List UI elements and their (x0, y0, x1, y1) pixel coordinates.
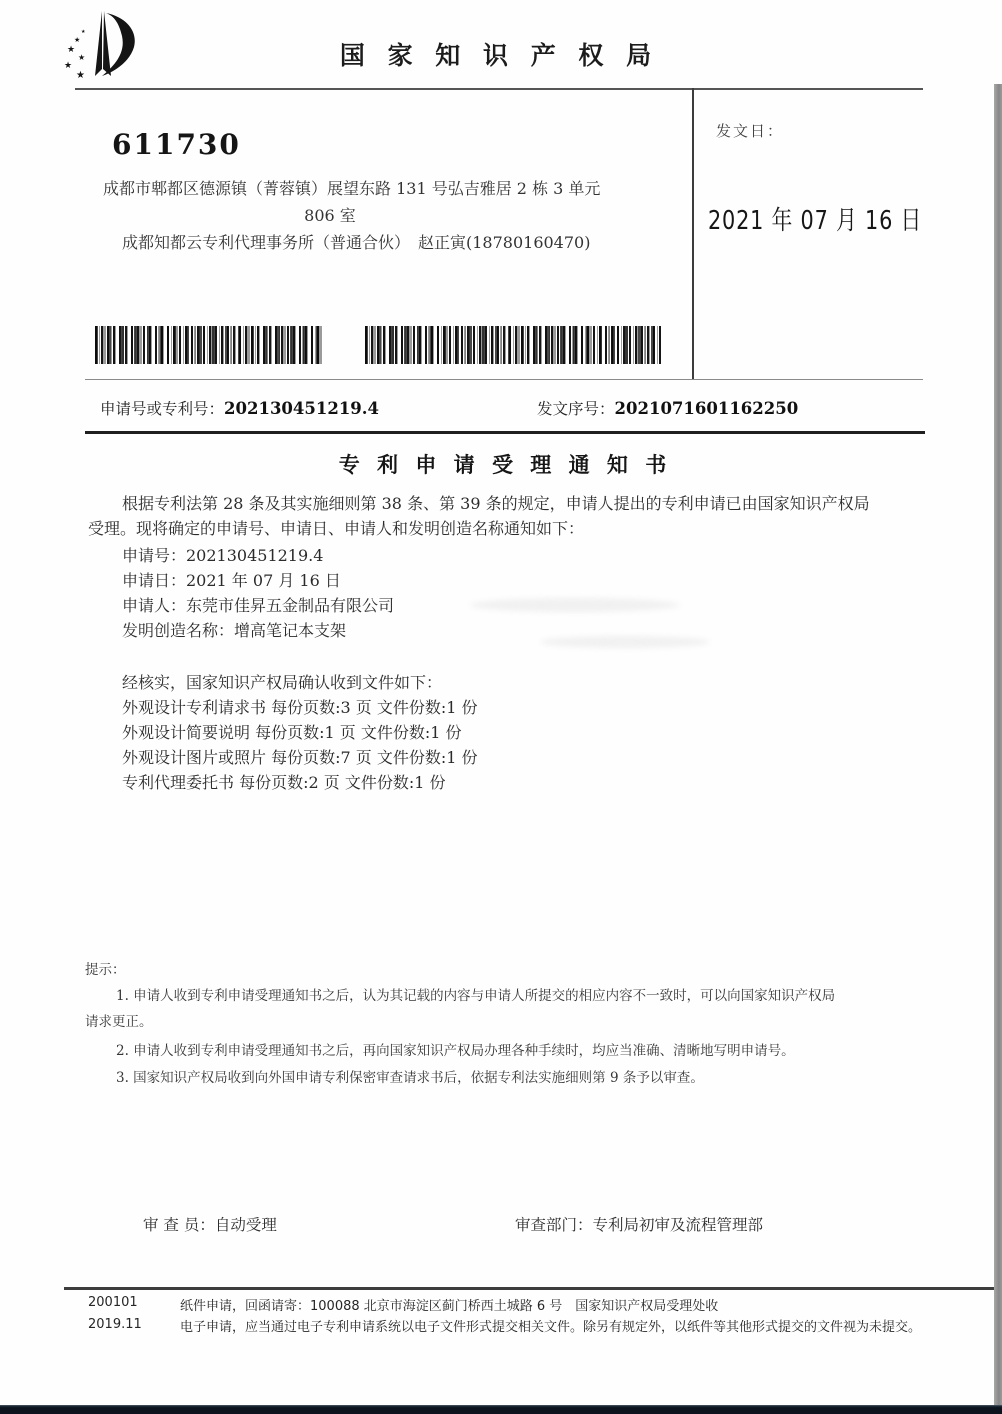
document-item: 外观设计专利请求书 每份页数:3 页 文件份数:1 份 (122, 698, 478, 717)
header-divider (75, 88, 923, 90)
svg-text:★: ★ (74, 36, 81, 44)
note-item-1-line2: 请求更正。 (85, 1014, 153, 1030)
serial-number-value: 2021071601162250 (614, 399, 799, 418)
footer-form-code: 200101 (88, 1295, 138, 1310)
document-item: 专利代理委托书 每份页数:2 页 文件份数:1 份 (122, 773, 446, 792)
note-item-1-line1: 1. 申请人收到专利申请受理通知书之后，认为其记载的内容与申请人所提交的相应内容不一致时，可以向国家知识产权局 (116, 988, 836, 1004)
recipient-address-line1: 成都市郫都区德源镇（菁蓉镇）展望东路 131 号弘吉雅居 2 栋 3 单元 (103, 179, 601, 198)
recipient-postal-code: 611730 (112, 128, 241, 161)
scan-right-edge (994, 84, 1002, 1414)
recipient-agency-line: 成都知都云专利代理事务所（普通合伙） 赵正寅(18780160470) (122, 233, 591, 252)
serial-number-label: 发文序号： (537, 400, 615, 418)
document-item: 外观设计图片或照片 每份页数:7 页 文件份数:1 份 (122, 748, 478, 767)
examiner-value: 自动受理 (214, 1216, 277, 1234)
field-applicant: 申请人：东莞市佳昇五金制品有限公司 (122, 596, 395, 615)
svg-text:★: ★ (64, 61, 73, 71)
field-application-number: 申请号：202130451219.4 (122, 546, 324, 565)
barcode-divider (85, 379, 923, 380)
department-row (515, 1213, 763, 1235)
serial-number-barcode (365, 326, 661, 364)
org-title: 国 家 知 识 产 权 局 (339, 41, 659, 70)
serial-number-row (537, 397, 798, 419)
scan-bottom-edge (0, 1405, 1002, 1414)
note-item-2: 2. 申请人收到专利申请受理通知书之后，再向国家知识产权局办理各种手续时，均应当准确、清晰地写明申请号。 (116, 1043, 795, 1059)
intro-paragraph-line2: 受理。现将确定的申请号、申请日、申请人和发明创造名称通知如下： (88, 519, 585, 538)
examiner-row (143, 1213, 277, 1235)
notes-title: 提示： (85, 962, 126, 978)
recipient-address-line2: 806 室 (304, 206, 356, 225)
issue-box-divider (692, 88, 694, 380)
application-number-label: 申请号或专利号： (100, 400, 225, 418)
footer-efiling-line: 电子申请，应当通过电子专利申请系统以电子文件形式提交相关文件。除另有规定外，以纸件等其他形式提交的文件视为未提交。 (180, 1320, 922, 1335)
field-invention-title: 发明创造名称：增高笔记本支架 (122, 621, 347, 640)
document-item: 外观设计简要说明 每份页数:1 页 文件份数:1 份 (122, 723, 462, 742)
footer-divider (64, 1287, 994, 1290)
scan-smudge (470, 598, 680, 612)
document-title: 专 利 申 请 受 理 通 知 书 (338, 453, 672, 477)
issue-date-value: 2021 年 07 月 16 日 (708, 206, 923, 236)
footer-paper-filing-line: 纸件申请，回函请寄：100088 北京市海淀区蓟门桥西土城路 6 号 国家知识产权局受理处收 (180, 1299, 719, 1314)
footer-form-date: 2019.11 (88, 1317, 142, 1332)
svg-text:★: ★ (81, 29, 86, 35)
application-number-barcode (95, 326, 323, 364)
scan-smudge (540, 636, 710, 648)
department-value: 专利局初审及流程管理部 (592, 1216, 764, 1234)
svg-text:★: ★ (67, 45, 76, 55)
field-application-date: 申请日：2021 年 07 月 16 日 (122, 571, 341, 590)
section-divider (85, 431, 925, 434)
application-number-row (100, 397, 379, 419)
examiner-label: 审 查 员： (143, 1216, 215, 1234)
documents-confirm-line: 经核实，国家知识产权局确认收到文件如下： (122, 673, 443, 692)
svg-text:★: ★ (78, 53, 86, 62)
svg-text:★: ★ (76, 70, 85, 81)
note-item-3: 3. 国家知识产权局收到向外国申请专利保密审查请求书后，依据专利法实施细则第 9 条予以审查。 (116, 1070, 704, 1086)
department-label: 审查部门： (515, 1216, 593, 1234)
application-number-value: 202130451219.4 (224, 399, 380, 418)
intro-paragraph-line1: 根据专利法第 28 条及其实施细则第 38 条、第 39 条的规定，申请人提出的专利申请已由国家知识产权局 (122, 494, 870, 513)
issue-date-label: 发文日： (716, 122, 785, 140)
